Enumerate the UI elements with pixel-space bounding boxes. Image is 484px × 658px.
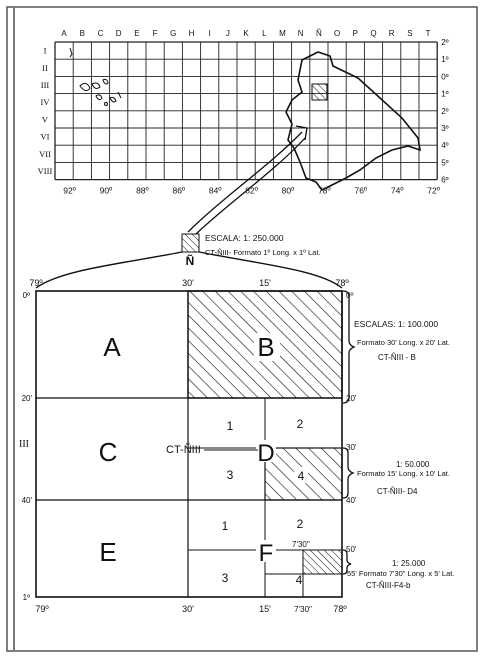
top-label-79: 79º: [29, 278, 43, 288]
row-label: V: [41, 114, 49, 125]
row-label: VI: [40, 131, 50, 142]
col-label: Ñ: [316, 29, 322, 38]
lat-label: 5º: [441, 158, 449, 168]
subsheet-f4b-hatched: [303, 550, 342, 574]
lat-label: 0º: [441, 72, 449, 82]
col-label: R: [388, 29, 395, 38]
lon-label: 78º: [318, 185, 331, 196]
lon-label: 82º: [245, 185, 258, 196]
lon-label: 76º: [354, 185, 368, 196]
scale3-code: CT-ÑIII- D4: [377, 487, 418, 496]
index-grid: [55, 42, 437, 180]
sheet-n-small: [182, 234, 199, 252]
col-label: S: [407, 29, 413, 38]
top-label-30: 30': [182, 278, 194, 288]
d-sub-3: 3: [226, 468, 234, 482]
row-label: VIII: [37, 166, 53, 176]
lon-label: 74º: [390, 185, 404, 196]
right-label-0: 0º: [346, 291, 354, 300]
ecuador-outline: [286, 52, 420, 190]
row-label: IV: [40, 97, 50, 108]
bottom-label-78: 78º: [333, 604, 347, 614]
left-label-0: 0º: [22, 291, 30, 300]
row-label: II: [42, 62, 48, 73]
selected-cell-nIII: [312, 84, 327, 100]
col-label: I: [208, 29, 211, 38]
scale2-formato: Formato 30' Long. x 20' Lat.: [357, 338, 450, 347]
row-label-iii: III: [19, 439, 29, 450]
bottom-label-79: 79º: [35, 604, 49, 614]
col-label: M: [279, 29, 286, 38]
scale2-escalas: ESCALAS: 1: 100.000: [354, 319, 439, 329]
quadrant-e: E: [99, 537, 117, 567]
lat-label: 4º: [441, 141, 449, 151]
f-sub-1: 1: [221, 519, 229, 533]
col-label: N: [297, 29, 304, 38]
quadrant-d: D: [257, 440, 275, 467]
bottom-label-30: 30': [182, 604, 194, 614]
index-grid-labels: [38, 29, 449, 196]
col-label: G: [170, 29, 177, 38]
lat-label: 2º: [441, 106, 449, 116]
col-label: T: [425, 29, 431, 38]
lat-label: 1º: [441, 55, 449, 65]
f-sub-4: 4: [295, 573, 303, 587]
top-label-78: 78º: [335, 278, 349, 288]
col-label: D: [115, 29, 122, 38]
lat-label: 2º: [441, 38, 449, 47]
col-label: C: [97, 29, 104, 38]
f-sub-3: 3: [221, 571, 229, 585]
bottom-label-730: 7'30": [294, 605, 312, 614]
quadrant-b: B: [257, 332, 275, 362]
right-label-50: 50': [346, 545, 357, 554]
f-top-label: 7'30": [292, 540, 310, 549]
col-label: K: [243, 29, 249, 38]
right-braces: [343, 291, 354, 574]
col-label: H: [188, 29, 195, 38]
col-label: F: [152, 29, 158, 38]
lat-label: 6º: [441, 175, 449, 185]
left-label-40: 40': [21, 496, 32, 505]
lon-label: 88º: [136, 185, 149, 196]
quadrant-f: F: [258, 540, 274, 567]
scale4-code: CT-ÑIII-F4-b: [366, 581, 411, 590]
lat-label: 1º: [441, 89, 449, 99]
right-label-20: 20': [346, 394, 357, 403]
scale4-escala: 1: 25.000: [392, 559, 426, 568]
quadrant-c: C: [98, 437, 118, 467]
col-label: E: [134, 29, 140, 38]
lon-label: 90º: [99, 185, 113, 196]
scale1-escala: ESCALA: 1: 250.000: [205, 233, 284, 243]
col-label: O: [333, 29, 341, 38]
col-label: J: [225, 29, 230, 38]
row-label: I: [43, 45, 47, 56]
lon-label: 92º: [63, 185, 76, 196]
lon-label: 84º: [208, 185, 222, 196]
scale1-formato: CT-ÑIII- Formato 1º Long. x 1º Lat.: [205, 248, 321, 257]
right-label-30: 30': [346, 443, 357, 452]
row-label: VII: [39, 148, 51, 159]
lon-label: 80º: [281, 185, 295, 196]
col-label: P: [352, 29, 358, 38]
sheet-letter: Ñ: [185, 254, 195, 268]
scale4-formato: 55' Formato 7'30" Long. x 5' Lat.: [347, 569, 455, 578]
scale3-formato: Formato 15' Long. x 10' Lat.: [357, 469, 450, 478]
col-label: B: [79, 29, 85, 38]
row-label: III: [40, 80, 50, 90]
scale3-escala: 1: 50.000: [396, 460, 430, 469]
d-sub-2: 2: [296, 417, 304, 431]
lon-label: 86º: [172, 185, 186, 196]
col-label: Q: [370, 29, 377, 38]
right-label-40: 40': [346, 496, 357, 505]
col-label: A: [61, 29, 67, 38]
lon-label: 72º: [427, 185, 440, 196]
d-sub-4: 4: [297, 469, 305, 483]
top-label-15: 15': [259, 278, 271, 288]
scale2-code: CT-ÑIII - B: [378, 353, 416, 362]
d-sub-1: 1: [226, 419, 234, 433]
col-label: L: [262, 29, 267, 38]
f-sub-2: 2: [296, 517, 304, 531]
bottom-label-15: 15': [259, 604, 271, 614]
left-label-20: 20': [21, 394, 32, 403]
left-label-1: 1º: [22, 593, 30, 602]
lat-label: 3º: [441, 124, 449, 133]
quadrant-a: A: [103, 332, 121, 362]
center-label: CT-ÑIII: [166, 444, 201, 456]
